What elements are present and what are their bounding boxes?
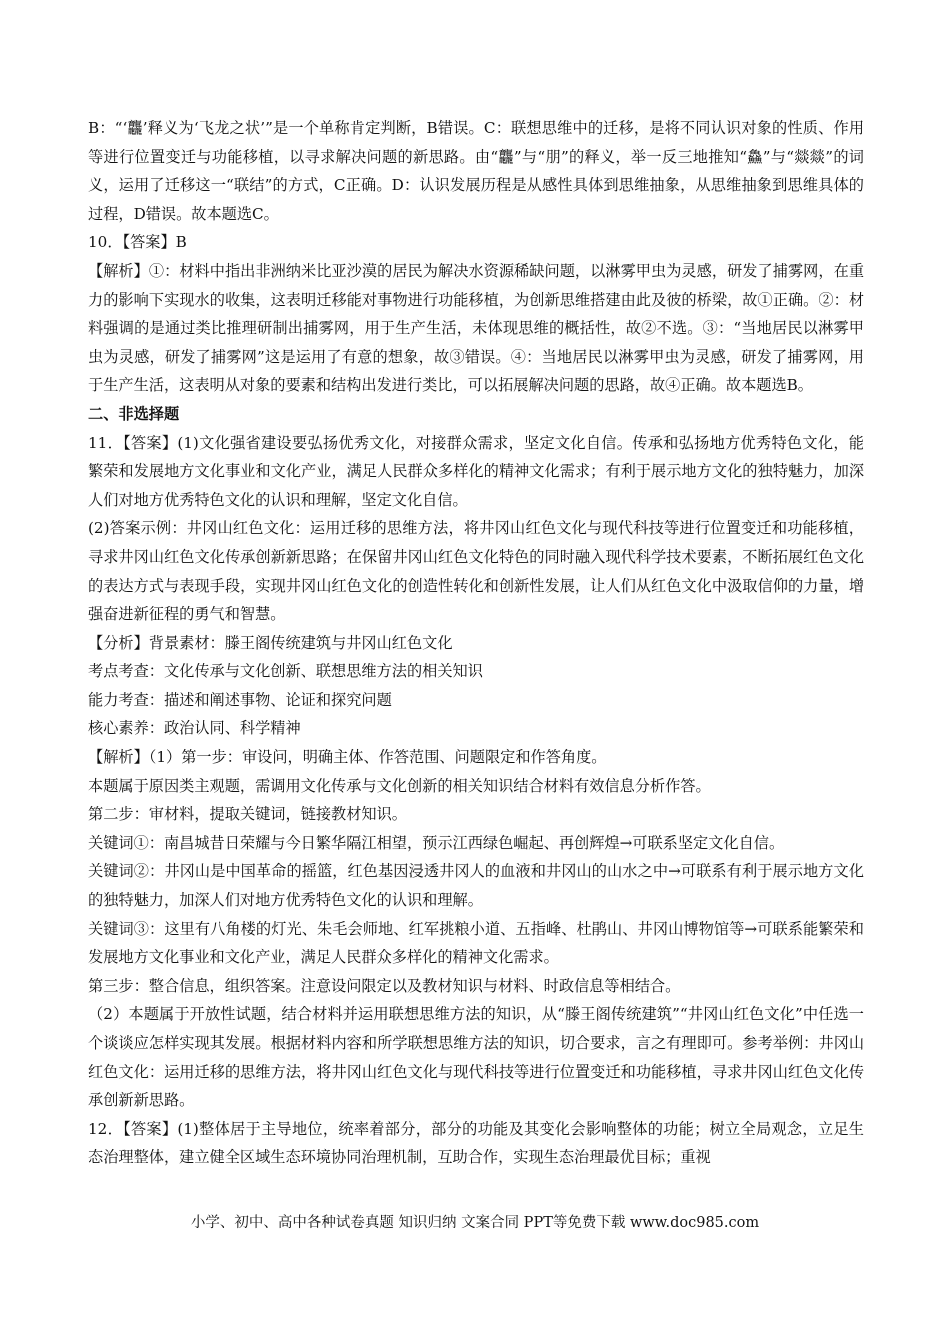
paragraph-q11-explanation-step3: 第三步：整合信息，组织答案。注意设问限定以及教材知识与材料、时政信息等相结合。 bbox=[88, 976, 681, 995]
paragraph-q12-answer: 12．【答案】(1)整体居于主导地位，统率着部分，部分的功能及其变化会影响整体的功能；树立全局观念，立足生态治理整体，建立健全区域生态环境协同治理机制，互助合作，实现生态治理最优目标；重视 bbox=[88, 1119, 864, 1167]
document-body bbox=[88, 114, 864, 1172]
paragraph-q11-analysis-background: 【分析】背景素材：滕王阁传统建筑与井冈山红色文化 bbox=[88, 633, 453, 652]
paragraph-q11-keyword-1: 关键词①：南昌城昔日荣耀与今日繁华隔江相望，预示江西绿色崛起、再创辉煌→可联系坚定文化自信。 bbox=[88, 833, 785, 852]
paragraph-q11-analysis-ability: 能力考查：描述和阐述事物、论证和探究问题 bbox=[88, 690, 392, 709]
paragraph-q10-explanation: 【解析】①：材料中指出非洲纳米比亚沙漠的居民为解决水资源稀缺问题，以淋雾甲虫为灵感，研发了捕雾网，在重力的影响下实现水的收集，这表明迁移能对事物进行功能移植，为创新思维搭建由此及彼的桥梁，故①正确。②：材料强调的是通过类比推理研制出捕雾网，用于生产生活，未体现思维的概括性，故②不选。③：“当地居民以淋雾甲虫为灵感，研发了捕雾网”这是运用了有意的想象，故③错误。④：当地居民以淋雾甲虫为灵感，研发了捕雾网，用于生产生活，这表明从对象的要素和结构出发进行类比，可以拓展解决问题的思路，故④正确。故本题选B。 bbox=[88, 261, 864, 395]
paragraph-q11-explanation-part2: （2）本题属于开放性试题，结合材料并运用联想思维方法的知识，从“滕王阁传统建筑”“井冈山红色文化”中任选一个谈谈应怎样实现其发展。根据材料内容和所学联想思维方法的知识，切合要求，言之有理即可。参考举例：井冈山红色文化：运用迁移的思维方法，将井冈山红色文化与现代科技等进行位置变迁和功能移植，寻求井冈山红色文化传承创新新思路。 bbox=[88, 1005, 864, 1110]
paragraph-q11-analysis-literacy: 核心素养：政治认同、科学精神 bbox=[88, 719, 301, 738]
paragraph-q11-explanation-step2: 第二步：审材料，提取关键词，链接教材知识。 bbox=[88, 805, 407, 824]
paragraph-q11-keyword-2: 关键词②：井冈山是中国革命的摇篮，红色基因浸透井冈人的血液和井冈山的山水之中→可联系有利于展示地方文化的独特魅力，加深人们对地方优秀特色文化的认识和理解。 bbox=[88, 862, 864, 910]
paragraph-q9-analysis: B：“‘龘’释义为‘飞龙之状’”是一个单称肯定判断，B错误。C：联想思维中的迁移，是将不同认识对象的性质、作用等进行位置变迁与功能移植，以寻求解决问题的新思路。由“龘”与“朋”的释义，举一反三地推知“鱻”与“燚燚”的词义，运用了迁移这一“联结”的方式，C正确。D：认识发展历程是从感性具体到思维抽象，从思维抽象到思维具体的过程，D错误。故本题选C。 bbox=[88, 119, 864, 223]
paragraph-q11-analysis-exam-points: 考点考查：文化传承与文化创新、联想思维方法的相关知识 bbox=[88, 662, 483, 681]
paragraph-q11-answer-1: 11．【答案】(1)文化强省建设要弘扬优秀文化，对接群众需求，坚定文化自信。传承和弘扬地方优秀特色文化，能繁荣和发展地方文化事业和文化产业，满足人民群众多样化的精神文化需求；有利于展示地方文化的独特魅力，加深人们对地方优秀特色文化的认识和理解，坚定文化自信。 bbox=[88, 433, 864, 509]
paragraph-q11-answer-2: (2)答案示例：井冈山红色文化：运用迁移的思维方法，将井冈山红色文化与现代科技等进行位置变迁和功能移植，寻求井冈山红色文化传承创新新思路；在保留井冈山红色文化特色的同时融入现代科学技术要素，不断拓展红色文化的表达方式与表现手段，实现井冈山红色文化的创造性转化和创新性发展，让人们从红色文化中汲取信仰的力量，增强奋进新征程的勇气和智慧。 bbox=[88, 519, 864, 624]
paragraph-q10-answer: 10．【答案】B bbox=[88, 233, 187, 252]
section-heading-non-choice: 二、非选择题 bbox=[88, 404, 180, 423]
page-footer: 小学、初中、高中各种试卷真题 知识归纳 文案合同 PPT等免费下载 www.doc985.com bbox=[190, 1215, 760, 1231]
paragraph-q11-explanation-type: 本题属于原因类主观题，需调用文化传承与文化创新的相关知识结合材料有效信息分析作答。 bbox=[88, 776, 711, 795]
paragraph-q11-keyword-3: 关键词③：这里有八角楼的灯光、朱毛会师地、红军挑粮小道、五指峰、杜鹃山、井冈山博物馆等→可联系能繁荣和发展地方文化事业和文化产业，满足人民群众多样化的精神文化需求。 bbox=[88, 919, 864, 967]
paragraph-q11-explanation-step1: 【解析】（1）第一步：审设问，明确主体、作答范围、问题限定和作答角度。 bbox=[88, 748, 607, 767]
